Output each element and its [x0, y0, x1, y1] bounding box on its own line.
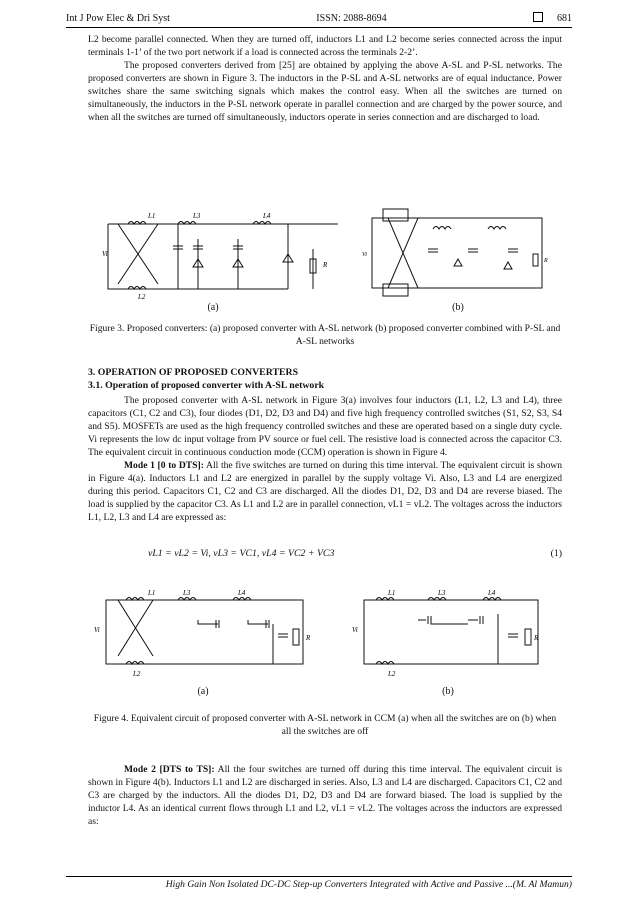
paragraph-1: L2 become parallel connected. When they are turned off, inductors L1 and L2 become series connected across the input terminals 1-1’ of the two port network if a load is connected across the terminals 2-2’. — [88, 34, 562, 58]
issn: ISSN: 2088-8694 — [316, 12, 387, 24]
figure-4a-circuit — [88, 584, 318, 678]
mode-1-title: Mode 1 [0 to DTS]: — [124, 460, 204, 471]
paragraph-3-block — [88, 394, 562, 524]
running-header — [66, 10, 572, 26]
svg-text:Vi: Vi — [362, 252, 367, 258]
svg-text:L2: L2 — [133, 670, 141, 678]
figure-4-caption: Figure 4. Equivalent circuit of proposed converter with A-SL network in CCM (a) when all the switches are on (b) when all the switches are off — [93, 713, 557, 737]
svg-text:Vi: Vi — [352, 626, 358, 634]
svg-text:L1: L1 — [388, 589, 396, 597]
svg-text:R: R — [306, 634, 311, 642]
svg-text:L3: L3 — [438, 589, 446, 597]
paragraph-1-block — [88, 33, 562, 124]
svg-text:L1: L1 — [148, 589, 156, 597]
svg-text:L4: L4 — [263, 212, 271, 220]
section-heading: 3. OPERATION OF PROPOSED CONVERTERS — [88, 367, 299, 378]
svg-text:R: R — [534, 634, 539, 642]
svg-text:Vi: Vi — [94, 626, 100, 634]
journal-name: Int J Pow Elec & Dri Syst — [66, 12, 170, 24]
svg-text:L4: L4 — [488, 589, 496, 597]
figure-3b-circuit — [358, 204, 558, 300]
figure-4a-label: (a) — [197, 686, 209, 697]
figure-3 — [88, 204, 562, 319]
paragraph-3: The proposed converter with A-SL network in Figure 3(a) involves four inductors (L1, L2, L3 and L4), three capacitors (C1, C2 and C3), four diodes (D1, D2, D3 and D4) and five high frequency controlled switches (S1, S2, S3, S4 and S5). MOSFETs are used as the high frequency controlled switches and these are operated based on a single duty cycle. Vi represents the low dc input voltage from PV source or fuel cell. The resistive load is connected across the capacitor C3. The equivalent circuit in continuous conduction mode (CCM) operation is shown in Figure 4. — [88, 395, 562, 458]
subsection-heading: 3.1. Operation of proposed converter with A-SL network — [88, 380, 325, 391]
page-number: 681 — [557, 13, 572, 24]
checkbox-icon — [533, 12, 543, 22]
figure-3b-label: (b) — [452, 302, 464, 313]
mode-1-text: All the five switches are turned on during this time interval. The equivalent circuit is shown in Figure 4(a). Inductors L1 and L2 are energized in parallel by the supply voltage Vi. Also, L3 and L4 are energized during this period. Capacitors C1, C2 and C3 are discharged. All the diodes D1, D2, D3 and D4 are reverse biased. The load is supplied by the capacitor C3. As L1 and L2 are in parallel connection, vL1 = vL2. The voltages across the inductors L1, L2, L3 and L4 are expressed as: — [88, 460, 562, 523]
mode-2-text: All the four switches are turned off during this time interval. The equivalent circuit is shown in Figure 4(b). Inductors L1 and L2 are discharged in series. Also, L3 and L4 are discharged. Capacitors C1, C2 and C3 are charged by the inductors. All the diodes D1, D2, D3 and D4 are forward biased. The load is supplied by the inductor L4. As an identical current flows through L1 and L2, vL1 = vL2. The voltages across the inductors are expressed as: — [88, 764, 563, 827]
equation-1-text: vL1 = vL2 = Vi, vL3 = VC1, vL4 = VC2 + VC3 — [148, 548, 335, 559]
svg-text:R: R — [544, 258, 548, 264]
figure-4 — [88, 584, 562, 709]
mode-2-title: Mode 2 [DTS to TS]: — [124, 764, 215, 775]
svg-text:L2: L2 — [388, 670, 396, 678]
mode-1-paragraph — [88, 459, 562, 524]
svg-text:Vi: Vi — [102, 250, 108, 258]
header-rule — [66, 27, 572, 28]
svg-text:L3: L3 — [193, 212, 201, 220]
paragraph-2: The proposed converters derived from [25] are obtained by applying the above A-SL and P-SL networks. The proposed converters are shown in Figure 3. The inductors in the P-SL and A-SL networks are of equal inductance. Power switches share the same switching signals which makes the control easy. When all the switches are turned on simultaneously, the inductors in the P-SL network operate in parallel connection and are charged by the power source, and when all the switches are turned off simultaneously, inductors operate in series connection and are discharged to load. — [88, 60, 562, 123]
svg-text:L2: L2 — [138, 293, 146, 301]
figure-3a-circuit — [88, 204, 338, 300]
figure-3a-label: (a) — [207, 302, 219, 313]
figure-4b-label: (b) — [442, 686, 454, 697]
figure-4b-circuit — [348, 584, 548, 678]
svg-text:R: R — [323, 261, 328, 269]
figure-3-caption: Figure 3. Proposed converters: (a) proposed converter with A-SL network (b) proposed converter combined with P-SL and A-SL networks — [89, 323, 561, 347]
mode-2-paragraph — [88, 763, 562, 828]
running-footer: High Gain Non Isolated DC-DC Step-up Converters Integrated with Active and Passive ...(M. Al Mamun) — [66, 876, 572, 890]
svg-text:L1: L1 — [148, 212, 156, 220]
svg-text:L4: L4 — [238, 589, 246, 597]
svg-text:L3: L3 — [183, 589, 191, 597]
page-number-group — [533, 12, 572, 24]
equation-1-number: (1) — [550, 548, 562, 559]
mode-2-block — [88, 763, 562, 828]
